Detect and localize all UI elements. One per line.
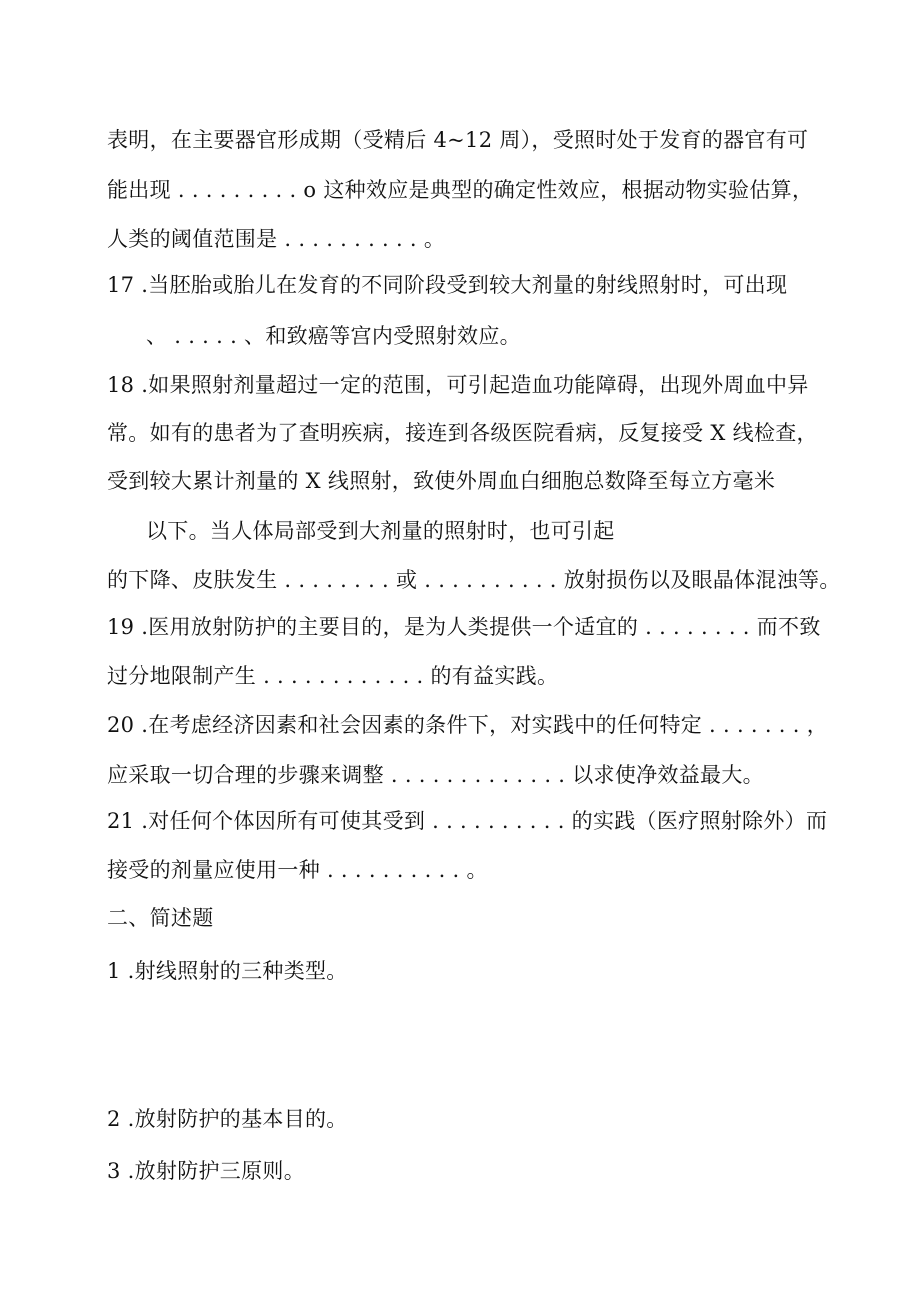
short-answer-1: 1 .射线照射的三种类型。 <box>107 959 348 983</box>
text-line: 表明，在主要器官形成期（受精后 4~12 周），受照时处于发育的器官有可 <box>107 128 809 152</box>
question-21-line: 21 .对任何个体因所有可使其受到 . . . . . . . . . . 的实践（医疗照射除外）而 <box>107 809 828 833</box>
text-line: 接受的剂量应使用一种 . . . . . . . . . . 。 <box>107 858 488 882</box>
question-18-line: 18 .如果照射剂量超过一定的范围，可引起造血功能障碍，出现外周血中异 <box>107 373 809 397</box>
section-heading: 二、简述题 <box>107 906 214 930</box>
text-line: 人类的阈值范围是 . . . . . . . . . . 。 <box>107 227 446 251</box>
question-17-line: 17 .当胚胎或胎儿在发育的不同阶段受到较大剂量的射线照射时，可出现 <box>107 273 788 297</box>
text-line: 以下。当人体局部受到大剂量的照射时，也可引起 <box>146 519 615 543</box>
text-line: 、 . . . . . 、和致癌等宫内受照射效应。 <box>146 324 521 348</box>
short-answer-3: 3 .放射防护三原则。 <box>107 1159 306 1183</box>
text-line: 能出现 . . . . . . . . . o 这种效应是典型的确定性效应，根据动物实验估算， <box>107 178 814 202</box>
question-20-line: 20 .在考虑经济因素和社会因素的条件下，对实践中的任何特定 . . . . . . . ， <box>107 713 828 737</box>
text-line: 受到较大累计剂量的 X 线照射，致使外周血白细胞总数降至每立方毫米 <box>107 469 776 493</box>
text-line: 常。如有的患者为了查明疾病，接连到各级医院看病，反复接受 X 线检查， <box>107 421 818 445</box>
text-line: 过分地限制产生 . . . . . . . . . . . . 的有益实践。 <box>107 664 559 688</box>
text-line: 应采取一切合理的步骤来调整 . . . . . . . . . . . . . 以求使净效益最大。 <box>107 763 764 787</box>
text-line: 的下降、皮肤发生 . . . . . . . . 或 . . . . . . . . . . 放射损伤以及眼晶体混浊等。 <box>107 568 841 592</box>
short-answer-2: 2 .放射防护的基本目的。 <box>107 1107 348 1131</box>
question-19-line: 19 .医用放射防护的主要目的，是为人类提供一个适宜的 . . . . . . . . 而不致 <box>107 615 821 639</box>
